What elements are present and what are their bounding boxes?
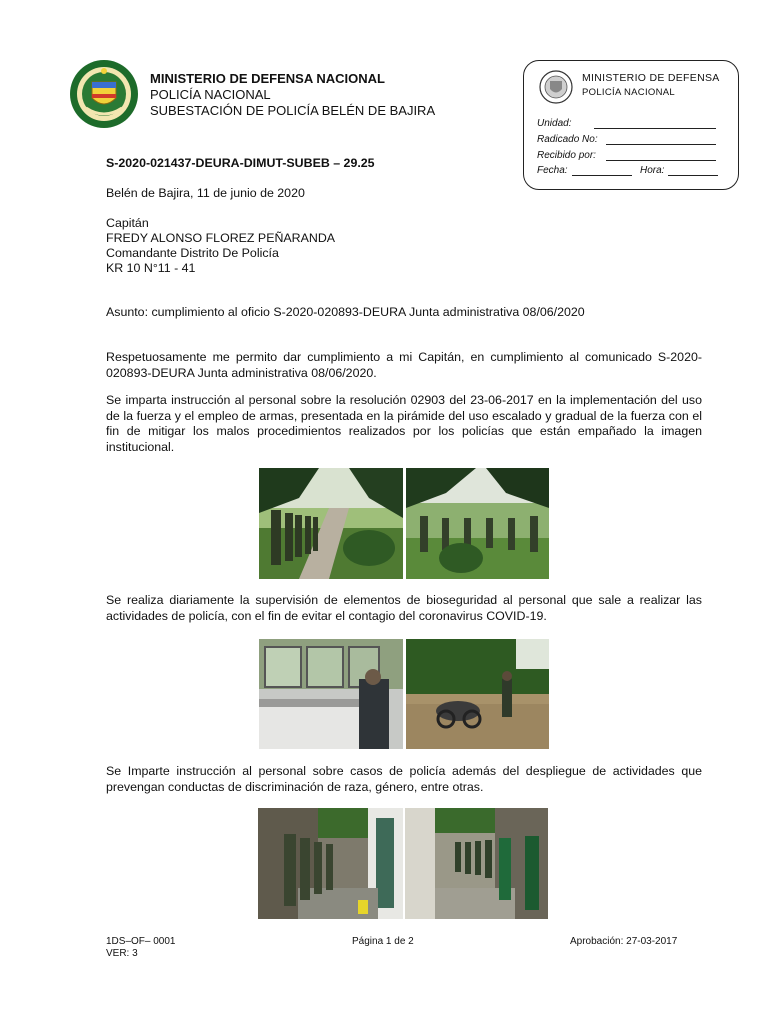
stamp-radicado-label: Radicado No: (537, 134, 598, 145)
stamp-fecha-line (572, 175, 632, 176)
stamp-emblem (538, 69, 574, 105)
photo-training-1 (259, 468, 403, 579)
recipient-title: Comandante Distrito De Policía (106, 246, 279, 260)
paragraph-intro: Respetuosamente me permito dar cumplimiento a mi Capitán, en cumplimiento al comunicado S-2020-020893-DEURA Junta administrativa 08/06/2020. (106, 350, 702, 380)
reception-stamp (523, 60, 739, 190)
stamp-hora-line (668, 175, 718, 176)
recipient-name: FREDY ALONSO FLOREZ PEÑARANDA (106, 231, 336, 245)
stamp-recibido-label: Recibido por: (537, 150, 596, 161)
footer-doc-code: 1DS–OF– 0001 (106, 936, 176, 947)
footer-page-number: Página 1 de 2 (352, 936, 414, 947)
photo-formation-corridor (258, 808, 403, 919)
place-date: Belén de Bajira, 11 de junio de 2020 (106, 186, 305, 200)
header-police: POLICÍA NACIONAL (150, 87, 271, 102)
footer-version: VER: 3 (106, 948, 138, 959)
photo-checkpoint-booth (259, 639, 403, 749)
footer-approval: Aprobación: 27-03-2017 (570, 936, 678, 947)
stamp-recibido-line (606, 160, 716, 161)
reference-number: S-2020-021437-DEURA-DIMUT-SUBEB – 29.25 (106, 156, 375, 170)
stamp-radicado-line (606, 144, 716, 145)
stamp-unidad-label: Unidad: (537, 118, 572, 129)
paragraph-discrimination: Se Imparte instrucción al personal sobre casos de policía además del despliegue de actividades que prevengan conductas de discriminación de raza, género, entre otras. (106, 764, 702, 794)
stamp-unidad-line (594, 128, 716, 129)
stamp-ministry: MINISTERIO DE DEFENSA (582, 72, 720, 84)
photo-motorcycle-check (406, 639, 549, 749)
paragraph-biosecurity: Se realiza diariamente la supervisión de elementos de bioseguridad al personal que sale a realizar las actividades de policía, con el fin de evitar el contagio del coronavirus COVID-19. (106, 593, 702, 623)
stamp-fecha-label: Fecha: (537, 165, 568, 176)
photo-formation-yard (405, 808, 548, 919)
header-substation: SUBESTACIÓN DE POLICÍA BELÉN DE BAJIRA (150, 103, 436, 118)
header-ministry: MINISTERIO DE DEFENSA NACIONAL (150, 71, 385, 86)
police-emblem (68, 58, 140, 130)
stamp-police: POLICÍA NACIONAL (582, 87, 675, 98)
recipient-address: KR 10 N°11 - 41 (106, 261, 196, 275)
subject-line: Asunto: cumplimiento al oficio S-2020-020893-DEURA Junta administrativa 08/06/2020 (106, 305, 585, 319)
recipient-rank: Capitán (106, 216, 149, 230)
stamp-hora-label: Hora: (640, 165, 665, 176)
paragraph-use-of-force: Se imparta instrucción al personal sobre la resolución 02903 del 23-06-2017 en la implementación del uso de la fuerza y el empleo de armas, presentada en la pirámide del uso escalado y gradual de la fuerza con el fin de mitigar los malos procedimientos realizados por los policías que están empañado la imagen institucional. (106, 393, 702, 454)
photo-training-2 (406, 468, 549, 579)
